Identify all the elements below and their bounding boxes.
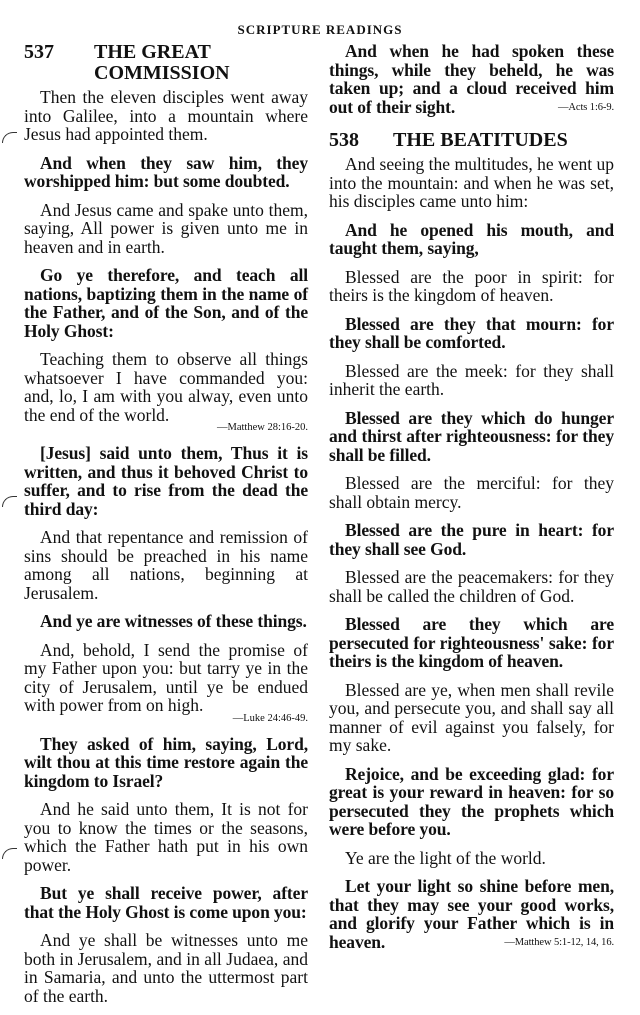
right-column [329, 42, 614, 961]
people-response [24, 735, 308, 791]
verse-text: Then the eleven disciples went away into Galilee, into a mountain where Jesus had appointed them. [24, 87, 308, 144]
leader-verse [329, 849, 614, 868]
verse-text: Teaching them to observe all things whatsoever I have commanded you: and, lo, I am with you alway, even unto the end of the world. [24, 349, 308, 425]
people-response [329, 315, 614, 352]
left-column [24, 42, 308, 1015]
people-response [24, 154, 308, 191]
verse-text: And he opened his mouth, and taught them, saying, [329, 219, 614, 258]
leader-verse [329, 681, 614, 755]
verse-list [24, 88, 308, 1005]
people-response [24, 444, 308, 518]
verse-text: Blessed are the pure in heart: for they shall see God. [329, 520, 614, 559]
reading-title: THE BEATITUDES [393, 129, 568, 151]
leader-verse [24, 350, 308, 434]
leader-verse [329, 568, 614, 605]
leader-verse [24, 201, 308, 257]
verse-text: And that repentance and remission of sins should be preached in his name among all nations, beginning at Jerusalem. [24, 527, 308, 603]
people-response [329, 409, 614, 465]
verse-text: And ye are witnesses of these things. [40, 611, 307, 631]
people-response [329, 615, 614, 671]
page-header: SCRIPTURE READINGS [237, 22, 403, 37]
verse-text: Blessed are the merciful: for they shall obtain mercy. [329, 473, 614, 512]
people-response [24, 266, 308, 340]
verse-text: But ye shall receive power, after that the Holy Ghost is come upon you: [24, 883, 308, 922]
verse-text: Let your light so shine before men, that they may see your good works, and glorify your Father which is in heaven. [329, 876, 614, 952]
leader-verse [24, 528, 308, 602]
people-response [329, 521, 614, 558]
verse-list-continued [329, 42, 614, 116]
people-response [24, 612, 308, 631]
reading-heading [24, 42, 308, 84]
verse-text: They asked of him, saying, Lord, wilt thou at this time restore again the kingdom to Israel? [24, 733, 308, 791]
verse-text: And, behold, I send the promise of my Father upon you: but tarry ye in the city of Jerusalem, until ye be endued with power from on high. [24, 639, 308, 715]
margin-mark [2, 496, 17, 507]
scripture-reference: —Matthew 5:1-12, 14, 16. [504, 936, 614, 948]
scripture-reference: —Matthew 28:16-20. [217, 422, 308, 433]
verse-text: Go ye therefore, and teach all nations, baptizing them in the name of the Father, and of the Son, and of the Holy Ghost: [24, 265, 308, 341]
verse-text: And when they saw him, they worshipped him: but some doubted. [24, 152, 308, 191]
verse-text: Blessed are ye, when men shall revile you, and persecute you, and shall say all manner of evil against you falsely, for my sake. [329, 679, 614, 755]
leader-verse [329, 268, 614, 305]
verse-text: And seeing the multitudes, he went up into the mountain: and when he was set, his disciples came unto him: [329, 154, 614, 211]
reading-538 [329, 130, 614, 951]
leader-verse [24, 88, 308, 144]
people-response [329, 221, 614, 258]
reading-537 [24, 42, 308, 1005]
scripture-reference: —Luke 24:46-49. [232, 712, 308, 724]
reading-number: 538 [329, 129, 359, 151]
verse-text: Rejoice, and be exceeding glad: for great is your reward in heaven: for so persecuted they the prophets which were before you. [329, 763, 614, 839]
verse-text: And Jesus came and spake unto them, saying, All power is given unto me in heaven and in earth. [24, 199, 308, 257]
reading-title: THE GREAT COMMISSION [94, 41, 230, 84]
verse-text: Blessed are the poor in spirit: for theirs is the kingdom of heaven. [329, 266, 614, 305]
leader-verse [24, 641, 308, 725]
people-response [24, 884, 308, 921]
people-response [329, 877, 614, 951]
leader-verse [329, 362, 614, 399]
reading-heading [329, 130, 614, 151]
verse-text: Blessed are the meek: for they shall inherit the earth. [329, 360, 614, 399]
leader-verse [329, 474, 614, 511]
verse-text: Blessed are the peacemakers: for they shall be called the children of God. [329, 567, 614, 606]
verse-text: Ye are the light of the world. [345, 847, 546, 868]
verse-text: [Jesus] said unto them, Thus it is written, and thus it behoved Christ to suffer, and to rise from the dead the third day: [24, 443, 308, 519]
verse-text: Blessed are they which are persecuted for righteousness' sake: for theirs is the kingdom of heaven. [329, 614, 614, 671]
leader-verse [24, 800, 308, 874]
verse-text: Blessed are they that mourn: for they shall be comforted. [329, 313, 614, 352]
verse-text: And ye shall be witnesses unto me both in Jerusalem, and in all Judaea, and in Samaria, and unto the uttermost part of the earth. [24, 930, 308, 1006]
margin-mark [2, 132, 17, 143]
people-response [329, 765, 614, 839]
reading-number: 537 [24, 41, 54, 63]
leader-verse [24, 931, 308, 1005]
verse-text: Blessed are they which do hunger and thirst after righteousness: for they shall be filled. [329, 407, 614, 465]
scripture-reference: —Acts 1:6-9. [558, 101, 614, 113]
verse-text: And when he had spoken these things, while they beheld, he was taken up; and a cloud received him out of their sight. [329, 41, 614, 117]
verse-text: And he said unto them, It is not for you to know the times or the seasons, which the Father hath put in his own power. [24, 799, 308, 875]
people-response [329, 42, 614, 116]
margin-mark [2, 848, 17, 859]
leader-verse [329, 155, 614, 211]
verse-list [329, 155, 614, 951]
